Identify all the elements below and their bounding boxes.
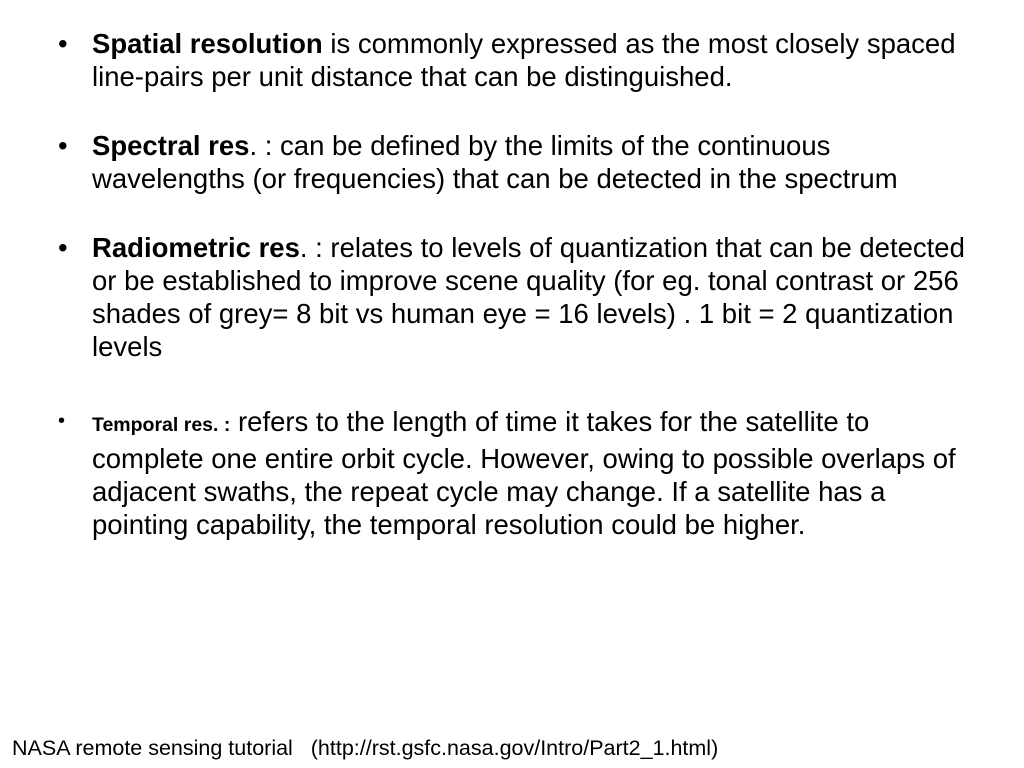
source-footer [12,735,718,761]
bullet-text: . : relates to levels of quantization that can be detected or be established to improve scene quality (for eg. tonal contrast or 256 shades of grey= 8 bit vs human eye = 16 levels) . 1 bit = 2 quantization levels [92,232,965,362]
bullet-term: Temporal res. : [92,414,231,436]
bullet-text: is commonly expressed as the most closely spaced line-pairs per unit distance that can be distinguished. [92,28,956,92]
footer-url: (http://rst.gsfc.nasa.gov/Intro/Part2_1.html) [310,736,719,760]
bullet-marker: • [58,232,68,263]
bullet-marker: • [58,28,68,59]
footer-source: NASA remote sensing tutorial [12,736,293,760]
bullet-marker: • [58,410,66,432]
bullet-text: refers to the length of time it takes for the satellite to complete one entire orbit cycle. However, owing to possible overlaps of adjacent swaths, the repeat cycle may change. If a satellite has a pointing capability, the temporal resolution could be higher. [92,406,956,540]
bullet-term: Spatial resolution [92,28,323,59]
bullet-temporal-resolution [58,405,968,541]
bullet-spectral-resolution [58,129,968,195]
bullet-list [58,27,968,541]
bullet-text: . : can be defined by the limits of the continuous wavelengths (or frequencies) that can be detected in the spectrum [92,130,898,194]
bullet-spatial-resolution [58,27,968,93]
bullet-marker: • [58,130,68,161]
bullet-radiometric-resolution [58,231,968,363]
bullet-term: Radiometric res [92,232,300,263]
bullet-term: Spectral res [92,130,250,161]
